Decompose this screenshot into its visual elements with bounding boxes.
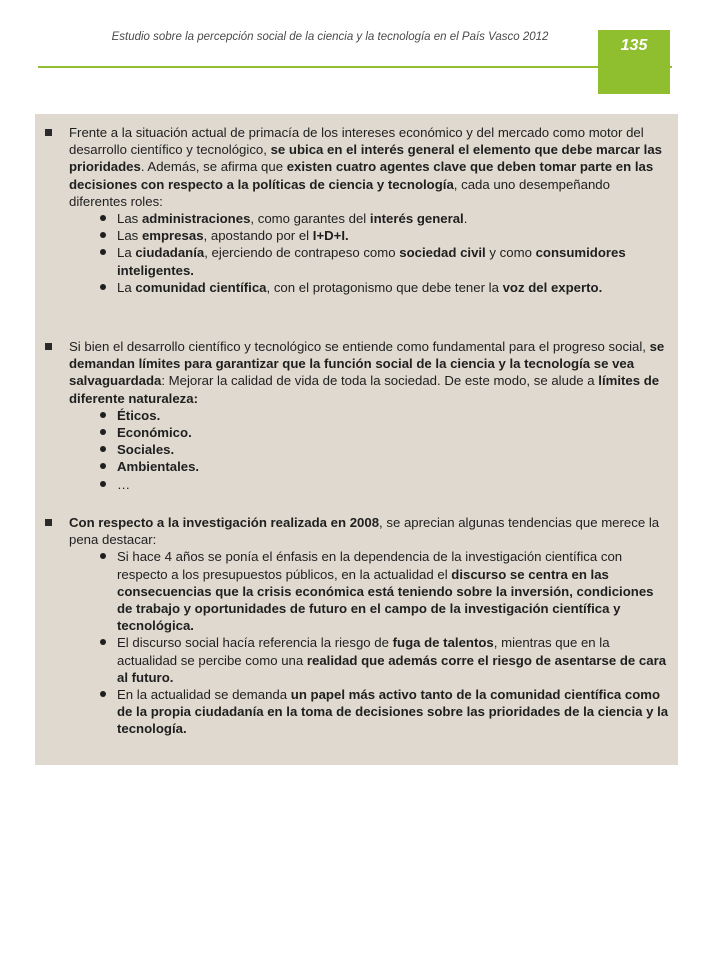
section-paragraph <box>69 514 669 548</box>
bullet-item <box>69 424 669 441</box>
bullet-dot-icon <box>100 412 106 418</box>
bold-text-run: voz del experto. <box>502 279 603 295</box>
bold-text-run: Ambientales. <box>117 459 200 475</box>
bold-text-run: Con respecto a la investigación realizada en 2008 <box>69 515 380 530</box>
text-run: . Además, se afirma que <box>140 159 287 175</box>
bullet-list <box>69 548 669 737</box>
section-paragraph <box>69 124 669 210</box>
bullet-dot-icon <box>100 215 106 221</box>
square-bullet-icon <box>45 343 52 350</box>
bold-text-run: realidad que además corre el riesgo de asentarse de cara al futuro. <box>117 652 667 685</box>
bullet-item <box>69 279 669 296</box>
text-run: La <box>117 279 136 295</box>
bullet-item <box>69 476 669 493</box>
bold-text-run: fuga de talentos <box>392 635 494 651</box>
text-run: , se aprecian algunas tendencias que merece la pena destacar: <box>69 515 660 548</box>
bullet-list <box>69 407 669 493</box>
bold-text-run: I+D+I. <box>312 228 349 244</box>
text-run: En la actualidad se demanda <box>117 687 291 703</box>
section-paragraph <box>69 338 669 407</box>
text-run: . <box>463 211 468 227</box>
text-run: , cada uno desempeñando diferentes roles: <box>69 176 610 209</box>
bullet-dot-icon <box>100 691 106 697</box>
bullet-dot-icon <box>100 481 106 487</box>
bullet-dot-icon <box>100 553 106 559</box>
bold-text-run: administraciones <box>141 211 251 227</box>
bullet-list <box>69 210 669 296</box>
bold-text-run: existen cuatro agentes clave que deben tomar parte en las decisiones con respecto a la políticas de ciencia y tecnología <box>69 159 654 192</box>
bullet-item <box>69 686 669 738</box>
text-run: Las <box>117 228 142 244</box>
bold-text-run: comunidad científica <box>135 279 267 295</box>
text-run: , ejerciendo de contrapeso como <box>204 245 400 261</box>
page-number-box <box>598 30 670 94</box>
text-run: Las <box>117 211 142 227</box>
text-run: Si hace 4 años se ponía el énfasis en la dependencia de la investigación científica con respecto a los presupuestos públicos, en la actualidad el <box>117 549 623 582</box>
bullet-item <box>69 458 669 475</box>
text-run: Frente a la situación actual de primacía de los intereses económico y del mercado como motor del desarrollo científico y tecnológico, <box>69 125 644 158</box>
content-box <box>35 114 678 765</box>
header-rule <box>38 66 672 68</box>
text-run: El discurso social hacía referencia la riesgo de <box>117 635 393 651</box>
text-run: Si bien el desarrollo científico y tecnológico se entiende como fundamental para el progreso social, <box>69 339 650 354</box>
page-number: 135 <box>620 37 648 54</box>
bold-text-run: Sociales. <box>117 442 175 458</box>
bold-text-run: sociedad civil <box>399 245 486 261</box>
bullet-dot-icon <box>100 446 106 452</box>
bold-text-run: límites de diferente naturaleza: <box>69 373 660 406</box>
text-run: , apostando por el <box>203 228 313 244</box>
text-run: , mientras que en la actualidad se percibe como una <box>117 635 610 668</box>
text-run: : Mejorar la calidad de vida de toda la sociedad. De este modo, se alude a <box>161 373 599 389</box>
bold-text-run: ciudadanía <box>135 245 205 261</box>
text-run: y como <box>485 245 536 261</box>
text-run: La <box>117 245 136 261</box>
bullet-item <box>69 548 669 634</box>
section-3 <box>69 514 669 738</box>
bullet-item <box>69 407 669 424</box>
bold-text-run: consumidores inteligentes. <box>117 245 626 278</box>
text-run: , como garantes del <box>250 211 370 227</box>
bold-text-run: se demandan límites para garantizar que la función social de la ciencia y la tecnología se vea salvaguardada <box>69 339 665 389</box>
bold-text-run: un papel más activo tanto de la comunidad científica como de la propia ciudadanía en la toma de decisiones sobre las prioridades de la ciencia y la tecnología. <box>117 687 669 737</box>
bullet-dot-icon <box>100 284 106 290</box>
section-1 <box>69 124 669 296</box>
bullet-dot-icon <box>100 639 106 645</box>
bullet-item <box>69 227 669 244</box>
bullet-dot-icon <box>100 249 106 255</box>
header-title: Estudio sobre la percepción social de la ciencia y la tecnología en el País Vasco 2012 <box>111 31 549 43</box>
bullet-dot-icon <box>100 232 106 238</box>
bullet-dot-icon <box>100 429 106 435</box>
bold-text-run: Económico. <box>117 425 192 441</box>
bullet-dot-icon <box>100 463 106 469</box>
text-run: … <box>117 476 131 492</box>
bullet-item <box>69 244 669 278</box>
bullet-item <box>69 210 669 227</box>
bold-text-run: Éticos. <box>117 407 161 423</box>
bold-text-run: discurso se centra en las consecuencias que la crisis económica está teniendo sobre la inversión, condiciones de trabajo y oportunidades de futuro en el campo de la investigación científica y tecnológica. <box>117 566 654 634</box>
section-2 <box>69 338 669 493</box>
text-run: , con el protagonismo que debe tener la <box>266 279 503 295</box>
bullet-item <box>69 441 669 458</box>
bold-text-run: se ubica en el interés general el elemento que debe marcar las prioridades <box>69 142 662 175</box>
bullet-item <box>69 634 669 686</box>
bold-text-run: empresas <box>141 228 204 244</box>
bold-text-run: interés general <box>369 211 464 227</box>
square-bullet-icon <box>45 129 52 136</box>
square-bullet-icon <box>45 519 52 526</box>
